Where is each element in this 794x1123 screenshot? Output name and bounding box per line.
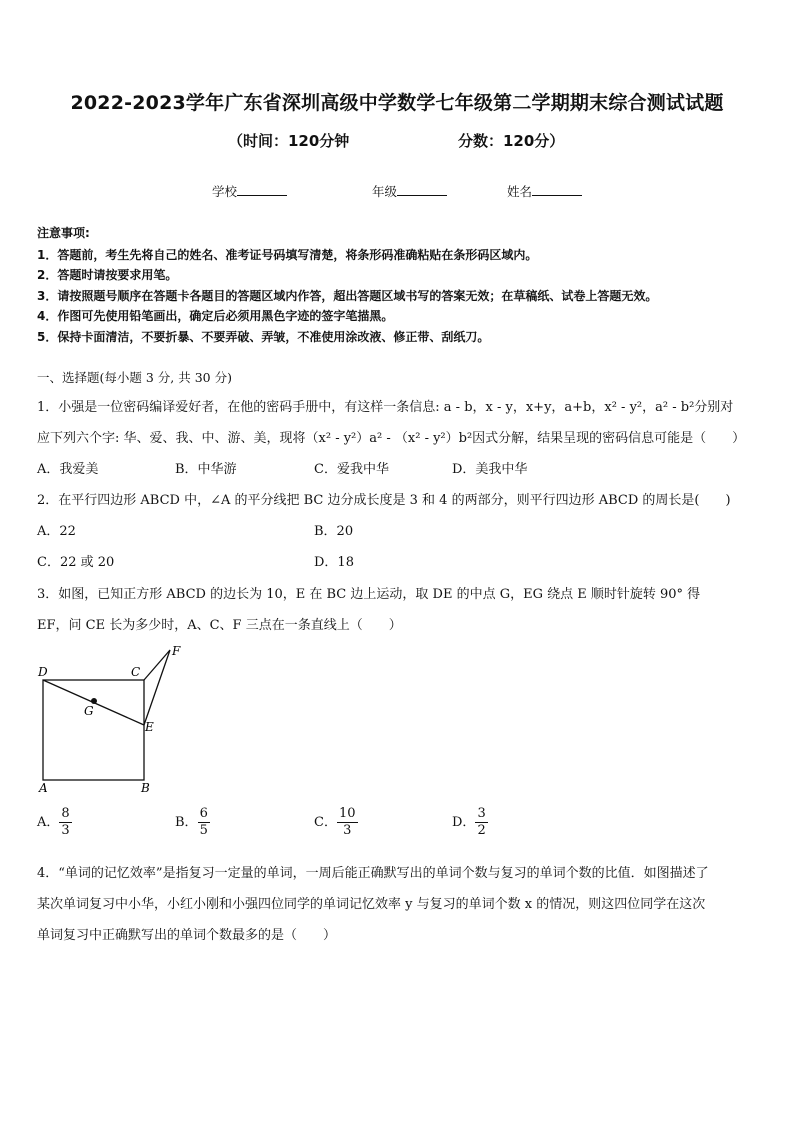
q1-text-line2: 应下列六个字: 华、爱、我、中、游、美，现将（x² - y²）a² - （x² - y²）b²因式分解，结果呈现的密码信息可能是（ ） bbox=[37, 431, 746, 446]
label-e: E bbox=[145, 720, 154, 734]
denominator: 2 bbox=[477, 823, 486, 838]
segment-ef bbox=[144, 650, 170, 725]
school-label: 学校 bbox=[212, 184, 238, 199]
denominator: 3 bbox=[61, 823, 70, 838]
q4-text-line1: 4．“单词的记忆效率”是指复习一定量的单词，一周后能正确默写出的单词个数与复习的单词个数的比值．如图描述了 bbox=[37, 866, 709, 881]
label-b: B bbox=[141, 781, 150, 795]
denominator: 5 bbox=[199, 823, 208, 838]
page-title bbox=[0, 88, 794, 115]
page-title-text: 2022-2023学年广东省深圳高级中学数学七年级第二学期期末综合测试试题 bbox=[70, 92, 724, 114]
q2-option-a[interactable]: A．22 bbox=[37, 524, 76, 539]
grade-blank[interactable] bbox=[397, 183, 447, 196]
square-abcd bbox=[43, 680, 144, 780]
school-field[interactable] bbox=[212, 182, 287, 200]
q3-option-b[interactable] bbox=[175, 806, 210, 839]
notice-item: 4．作图可先使用铅笔画出，确定后必须用黑色字迹的签字笔描黑。 bbox=[37, 309, 394, 323]
q1-text-line1: 1．小强是一位密码编译爱好者，在他的密码手册中，有这样一条信息: a - b，x - y，x+y，a+b，x² - y²，a² - b²分别对 bbox=[37, 400, 734, 415]
q2-option-d[interactable]: D．18 bbox=[314, 555, 354, 570]
q3-option-a-fraction bbox=[59, 806, 71, 839]
label-f: F bbox=[172, 644, 181, 658]
q2-option-c[interactable]: C．22 或 20 bbox=[37, 555, 115, 570]
name-field[interactable] bbox=[507, 182, 582, 200]
numerator: 8 bbox=[61, 806, 70, 821]
grade-field[interactable] bbox=[372, 182, 447, 200]
q3-option-b-fraction bbox=[198, 806, 210, 839]
name-label: 姓名 bbox=[507, 184, 533, 199]
q4-text-line2: 某次单词复习中小华，小红小刚和小强四位同学的单词记忆效率 y 与复习的单词个数 x 的情况，则这四位同学在这次 bbox=[37, 897, 706, 912]
q3-text-line2: EF，问 CE 长为多少时，A、C、F 三点在一条直线上（ ） bbox=[37, 618, 402, 633]
section-heading: 一、选择题(每小题 3 分, 共 30 分) bbox=[37, 370, 232, 385]
q3-square-figure bbox=[30, 640, 200, 800]
name-blank[interactable] bbox=[532, 183, 582, 196]
notice-item: 5．保持卡面清洁，不要折暴、不要弄破、弄皱，不准使用涂改液、修正带、刮纸刀。 bbox=[37, 330, 490, 344]
q3-option-d[interactable] bbox=[452, 806, 488, 839]
notice-heading: 注意事项: bbox=[37, 226, 90, 240]
denominator: 3 bbox=[343, 823, 352, 838]
q1-option-d[interactable]: D．美我中华 bbox=[452, 462, 528, 477]
q3-text-line1: 3．如图，已知正方形 ABCD 的边长为 10，E 在 BC 边上运动，取 DE 的中点 G，EG 绕点 E 顺时针旋转 90° 得 bbox=[37, 587, 701, 602]
numerator: 3 bbox=[477, 806, 486, 821]
notice-item: 2．答题时请按要求用笔。 bbox=[37, 268, 178, 282]
q2-text-line1: 2．在平行四边形 ABCD 中，∠A 的平分线把 BC 边分成长度是 3 和 4 的两部分，则平行四边形 ABCD 的周长是( ) bbox=[37, 493, 731, 508]
q1-option-a[interactable]: A．我爱美 bbox=[37, 462, 99, 477]
q3-option-a-letter: A． bbox=[37, 815, 60, 830]
q3-option-d-fraction bbox=[475, 806, 487, 839]
q4-text-line3: 单词复习中正确默写出的单词个数最多的是（ ） bbox=[37, 928, 337, 943]
notice-item: 3．请按照题号顺序在答题卡各题目的答题区域内作答，超出答题区域书写的答案无效；在草稿纸、试卷上答题无效。 bbox=[37, 289, 658, 303]
q3-option-c[interactable] bbox=[314, 806, 358, 839]
exam-score: 分数：120分） bbox=[458, 132, 565, 150]
label-g: G bbox=[84, 704, 94, 718]
segment-cf bbox=[144, 650, 170, 680]
notice-item: 1．答题前，考生先将自己的姓名、准考证号码填写清楚，将条形码准确粘贴在条形码区域内。 bbox=[37, 248, 538, 262]
q1-option-c[interactable]: C．爱我中华 bbox=[314, 462, 389, 477]
school-blank[interactable] bbox=[237, 183, 287, 196]
q3-option-a[interactable] bbox=[37, 806, 72, 839]
exam-time: （时间：120分钟 bbox=[228, 132, 350, 150]
q3-option-c-fraction bbox=[337, 806, 358, 839]
label-a: A bbox=[39, 781, 48, 795]
q3-option-d-letter: D． bbox=[452, 815, 476, 830]
q1-option-b[interactable]: B．中华游 bbox=[175, 462, 237, 477]
label-d: D bbox=[38, 665, 48, 679]
numerator: 6 bbox=[199, 806, 208, 821]
q2-option-b[interactable]: B．20 bbox=[314, 524, 354, 539]
q3-option-c-letter: C． bbox=[314, 815, 337, 830]
label-c: C bbox=[131, 665, 141, 679]
q3-option-b-letter: B． bbox=[175, 815, 198, 830]
grade-label: 年级 bbox=[372, 184, 398, 199]
numerator: 10 bbox=[338, 806, 356, 821]
